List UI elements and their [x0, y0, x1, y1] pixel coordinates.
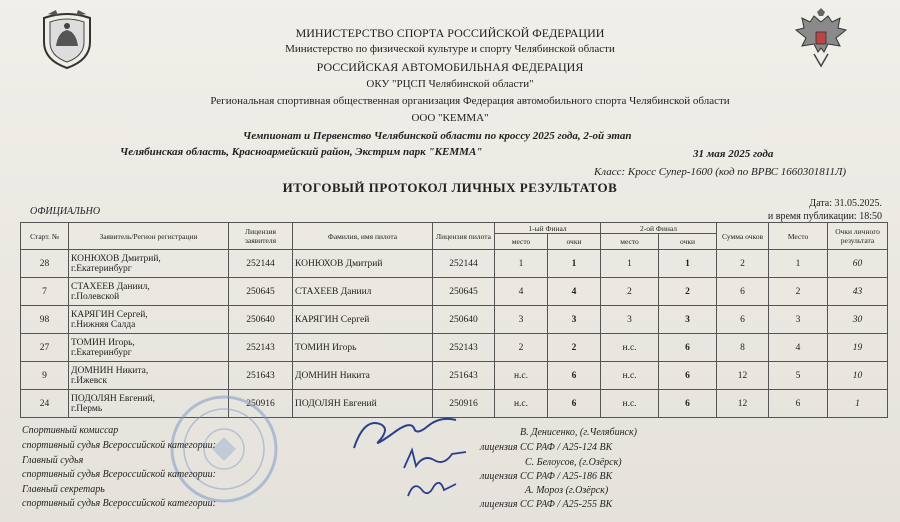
col-final1-points: очки	[548, 234, 601, 250]
final1-points: 1	[548, 250, 601, 278]
start-no: 28	[21, 250, 69, 278]
commissioner-name: В. Денисенко, (г.Челябинск)	[520, 427, 637, 438]
personal-result: 10	[828, 362, 888, 390]
col-applicant: Заявитель/Регион регистрации	[69, 223, 229, 250]
final1-place: н.с.	[495, 390, 548, 418]
center-line: ОКУ "РЦСП Челябинской области"	[366, 78, 534, 90]
col-start-no: Старт. №	[21, 223, 69, 250]
license-pilot: 250640	[433, 306, 495, 334]
applicant-cell	[69, 250, 229, 278]
applicant-cell	[69, 334, 229, 362]
applicant-cell	[69, 362, 229, 390]
start-no: 24	[21, 390, 69, 418]
results-body	[21, 250, 888, 418]
chief-judge-role: Главный судья	[22, 455, 84, 466]
final2-place: 3	[601, 306, 659, 334]
applicant-cell	[69, 306, 229, 334]
final2-points: 3	[659, 306, 717, 334]
final1-place: 4	[495, 278, 548, 306]
license-applicant: 250645	[229, 278, 293, 306]
final2-place: н.с.	[601, 362, 659, 390]
sum-points: 8	[717, 334, 769, 362]
sum-points: 6	[717, 278, 769, 306]
col-final1: 1-ый Финал	[495, 223, 601, 234]
col-position: Место	[769, 223, 828, 250]
ministry-heading: МИНИСТЕРСТВО СПОРТА РОССИЙСКОЙ ФЕДЕРАЦИИ	[295, 26, 605, 40]
license-applicant: 252144	[229, 250, 293, 278]
company-line: ООО "КЕММА"	[411, 112, 489, 124]
license-applicant: 252143	[229, 334, 293, 362]
applicant-region: г.Полевской	[71, 291, 120, 302]
organization-line: Региональная спортивная общественная организация Федерация автомобильного спорта Челябинской области	[210, 95, 730, 107]
col-final2-place: место	[601, 234, 659, 250]
col-pilot: Фамилия, имя пилота	[293, 223, 433, 250]
final1-points: 6	[548, 362, 601, 390]
position: 6	[769, 390, 828, 418]
chief-judge-category: спортивный судья Всероссийской категории:	[22, 469, 216, 480]
start-no: 98	[21, 306, 69, 334]
secretary-name: А. Мороз (г.Озёрск)	[525, 485, 609, 496]
event-date: 31 мая 2025 года	[693, 148, 774, 160]
applicant-region: г.Нижняя Салда	[71, 319, 136, 330]
final1-points: 2	[548, 334, 601, 362]
final2-place: н.с.	[601, 390, 659, 418]
final1-place: н.с.	[495, 362, 548, 390]
table-row	[21, 362, 888, 390]
chief-judge-license: лицензия СС РАФ / А25-186 ВК	[480, 471, 613, 482]
final1-place: 3	[495, 306, 548, 334]
pilot-name: ПОДОЛЯН Евгений	[293, 390, 433, 418]
applicant-name: ПОДОЛЯН Евгений,	[71, 393, 156, 404]
final2-points: 6	[659, 362, 717, 390]
applicant-name: СТАХЕЕВ Даниил,	[71, 281, 150, 292]
applicant-name: ДОМНИН Никита,	[71, 365, 149, 376]
col-personal-points: Очки личного результата	[828, 223, 888, 250]
sum-points: 12	[717, 390, 769, 418]
chief-judge-signature	[400, 446, 470, 474]
applicant-region: г.Ижевск	[71, 375, 107, 386]
personal-result: 30	[828, 306, 888, 334]
position: 1	[769, 250, 828, 278]
start-no: 7	[21, 278, 69, 306]
license-pilot: 250916	[433, 390, 495, 418]
commissioner-license: лицензия СС РАФ / А25-124 ВК	[480, 442, 613, 453]
event-class: Класс: Кросс Супер-1600 (код по ВРВС 1660301811Л)	[594, 166, 847, 178]
pilot-name: ДОМНИН Никита	[293, 362, 433, 390]
commissioner-category: спортивный судья Всероссийской категории:	[22, 440, 216, 451]
license-pilot: 251643	[433, 362, 495, 390]
position: 4	[769, 334, 828, 362]
personal-result: 19	[828, 334, 888, 362]
table-row	[21, 334, 888, 362]
protocol-title: ИТОГОВЫЙ ПРОТОКОЛ ЛИЧНЫХ РЕЗУЛЬТАТОВ	[282, 180, 618, 195]
personal-result: 1	[828, 390, 888, 418]
applicant-region: г.Екатеринбург	[71, 347, 132, 358]
secretary-signature	[404, 476, 460, 502]
final2-place: н.с.	[601, 334, 659, 362]
license-applicant: 251643	[229, 362, 293, 390]
sum-points: 2	[717, 250, 769, 278]
applicant-name: КОНЮХОВ Дмитрий,	[71, 253, 161, 264]
official-label: ОФИЦИАЛЬНО	[30, 206, 101, 217]
chief-judge-name: С. Белоусов, (г.Озёрск)	[525, 457, 622, 468]
publication-time: и время публикации: 18:50	[767, 211, 882, 222]
final2-points: 6	[659, 334, 717, 362]
pilot-name: КАРЯГИН Сергей	[293, 306, 433, 334]
position: 2	[769, 278, 828, 306]
final2-place: 1	[601, 250, 659, 278]
license-applicant: 250640	[229, 306, 293, 334]
final2-points: 2	[659, 278, 717, 306]
position: 5	[769, 362, 828, 390]
license-applicant: 250916	[229, 390, 293, 418]
commissioner-role: Спортивный комиссар	[22, 425, 119, 436]
event-place: Челябинская область, Красноармейский район, Экстрим парк "КЕММА"	[120, 146, 483, 158]
applicant-name: КАРЯГИН Сергей,	[71, 309, 148, 320]
pilot-name: КОНЮХОВ Дмитрий	[293, 250, 433, 278]
regional-ministry-line: Министерство по физической культуре и спорту Челябинской области	[285, 43, 615, 55]
federation-line: РОССИЙСКАЯ АВТОМОБИЛЬНАЯ ФЕДЕРАЦИЯ	[316, 60, 584, 74]
col-license-applicant: Лицензия заявителя	[229, 223, 293, 250]
final1-points: 4	[548, 278, 601, 306]
applicant-region: г.Пермь	[71, 403, 103, 414]
col-license-pilot: Лицензия пилота	[433, 223, 495, 250]
event-name: Чемпионат и Первенство Челябинской области по кроссу 2025 года, 2-ой этап	[243, 130, 632, 142]
license-pilot: 252143	[433, 334, 495, 362]
final2-points: 1	[659, 250, 717, 278]
secretary-license: лицензия СС РАФ / А25-255 ВК	[480, 499, 613, 510]
personal-result: 60	[828, 250, 888, 278]
secretary-role: Главный секретарь	[22, 484, 105, 495]
final1-points: 3	[548, 306, 601, 334]
table-row	[21, 306, 888, 334]
pilot-name: ТОМИН Игорь	[293, 334, 433, 362]
final1-place: 2	[495, 334, 548, 362]
applicant-name: ТОМИН Игорь,	[71, 337, 135, 348]
sum-points: 12	[717, 362, 769, 390]
final1-points: 6	[548, 390, 601, 418]
col-final2-points: очки	[659, 234, 717, 250]
license-pilot: 252144	[433, 250, 495, 278]
final2-points: 6	[659, 390, 717, 418]
secretary-category: спортивный судья Всероссийской категории:	[22, 498, 216, 509]
license-pilot: 250645	[433, 278, 495, 306]
table-row	[21, 250, 888, 278]
publication-date: Дата: 31.05.2025.	[809, 198, 882, 209]
final1-place: 1	[495, 250, 548, 278]
pilot-name: СТАХЕЕВ Даниил	[293, 278, 433, 306]
results-table	[20, 222, 888, 418]
start-no: 27	[21, 334, 69, 362]
col-final1-place: место	[495, 234, 548, 250]
applicant-region: г.Екатеринбург	[71, 263, 132, 274]
applicant-cell	[69, 278, 229, 306]
final2-place: 2	[601, 278, 659, 306]
start-no: 9	[21, 362, 69, 390]
col-final2: 2-ой Финал	[601, 223, 717, 234]
personal-result: 43	[828, 278, 888, 306]
sum-points: 6	[717, 306, 769, 334]
col-sum: Сумма очков	[717, 223, 769, 250]
table-row	[21, 278, 888, 306]
position: 3	[769, 306, 828, 334]
